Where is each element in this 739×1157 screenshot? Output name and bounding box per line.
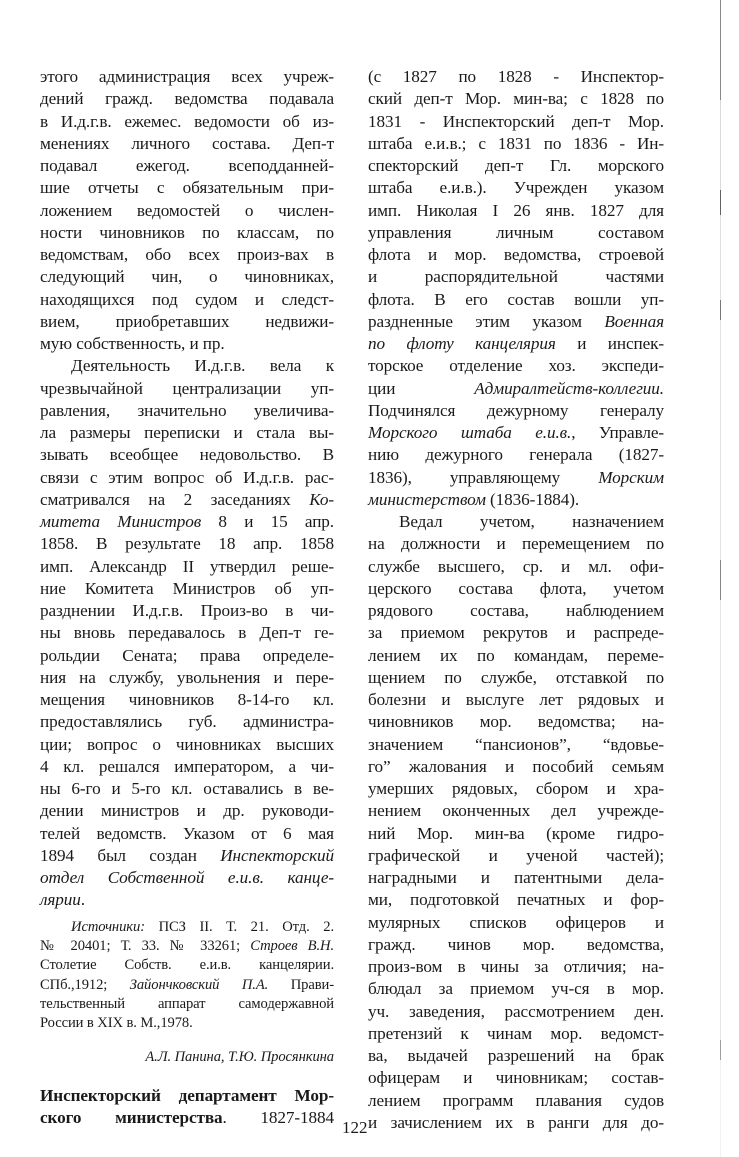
entry-title-line: Инспекторский департамент Мор- bbox=[40, 1086, 334, 1106]
paragraph-1 bbox=[40, 66, 334, 355]
text-line: зывать всеобщее недовольство. В bbox=[40, 445, 334, 465]
text-line: штаба е.и.в.). Учрежден указом bbox=[368, 178, 664, 198]
text-line: го” жалования и пособий семьям bbox=[368, 756, 664, 776]
text-line: отдел Собственной е.и.в. канце- bbox=[40, 868, 334, 887]
text-line: предоставлялись губ. администра- bbox=[40, 712, 334, 732]
text-line: ский деп-т Мор. мин-ва; с 1828 по bbox=[368, 89, 664, 109]
text-line: и распорядительной частями bbox=[368, 267, 664, 287]
text-line: 1894 был создан Инспекторский bbox=[40, 845, 334, 865]
sources-block bbox=[40, 918, 334, 1034]
text-line: раздненные этим указом Военная bbox=[368, 311, 664, 331]
text-line: нию дежурного генерала (1827- bbox=[368, 445, 664, 465]
entry-heading bbox=[40, 1085, 334, 1130]
text-line: дений гражд. ведомства подавала bbox=[40, 89, 334, 109]
sources-label: Источники: bbox=[71, 918, 145, 935]
text-line: ния на службу, увольнения и пере- bbox=[40, 667, 334, 687]
text-line: разднении И.д.г.в. Произ-во в чи- bbox=[40, 601, 334, 620]
text-line: чрезвычайной централизации уп- bbox=[40, 378, 334, 398]
text-line: службе высшего, ср. и мл. офи- bbox=[368, 556, 664, 576]
text-line: 4 кл. решался императором, а чи- bbox=[40, 756, 334, 776]
text-line: в И.д.г.в. ежемес. ведомости об из- bbox=[40, 111, 334, 131]
text-line: равления, значительно увеличива- bbox=[40, 400, 334, 420]
text-line: мую собственность, и пр. bbox=[40, 334, 225, 353]
text-line: № 20401; Т. 33. № 33261; Строев В.Н. bbox=[40, 937, 334, 954]
text-line: управления личным составом bbox=[368, 222, 664, 242]
text-line: флота. В его состав вошли уп- bbox=[368, 289, 664, 309]
text-line: ва, выдачей разрешений на брак bbox=[368, 1046, 664, 1065]
text-line: графической и ученой частей); bbox=[368, 845, 664, 865]
text-line: СПб.,1912; Зайончковский П.А. Прави- bbox=[40, 976, 334, 993]
text-line: умерших рядовых, сбором и хра- bbox=[368, 779, 664, 798]
text-line: щением по службе, отставкой по bbox=[368, 667, 664, 687]
paragraph-2 bbox=[368, 511, 664, 1134]
text-line: телей ведомств. Указом от 6 мая bbox=[40, 823, 334, 843]
text-line: Источники: ПСЗ II. Т. 21. Отд. 2. bbox=[71, 918, 334, 935]
text-line: наградными и патентными дела- bbox=[368, 868, 664, 887]
text-line: Морского штаба е.и.в., Управле- bbox=[368, 423, 664, 442]
text-line: лярии. bbox=[40, 890, 85, 910]
text-line: связи с этим вопрос об И.д.г.в. рас- bbox=[40, 467, 334, 487]
text-line: тельственный аппарат самодержавной bbox=[40, 996, 334, 1013]
text-line: министерством (1836-1884). bbox=[368, 489, 580, 509]
text-line: церского состава флота, учетом bbox=[368, 578, 664, 598]
text-line: ности чиновников по классам, по bbox=[40, 222, 334, 242]
left-column bbox=[40, 66, 334, 1130]
text-line: лением их по командам, переме- bbox=[368, 645, 664, 665]
text-line: вием, приобретавших недвижи- bbox=[40, 311, 334, 331]
text-line: 1858. В результате 18 апр. 1858 bbox=[40, 534, 334, 554]
text-line: ны 6-го и 5-го кл. оставались в ве- bbox=[40, 779, 334, 798]
text-line: митета Министров 8 и 15 апр. bbox=[40, 512, 334, 531]
text-line: чиновников мор. ведомства; на- bbox=[368, 712, 664, 732]
text-line: болезни и выслуге лет рядовых и bbox=[368, 690, 664, 709]
text-line: и зачислением их в ранги для до- bbox=[368, 1112, 664, 1132]
text-line: гражд. чинов мор. ведомства, bbox=[368, 934, 664, 954]
text-line: менениях личного состава. Деп-т bbox=[40, 133, 334, 153]
text-line: рядового состава, наблюдением bbox=[368, 601, 664, 620]
paragraph-1 bbox=[368, 66, 664, 511]
text-line: на должности и перемещением по bbox=[368, 534, 664, 554]
paragraph-2 bbox=[40, 355, 334, 911]
text-line: России в XIX в. М.,1978. bbox=[40, 1015, 193, 1032]
text-line: имп. Александр II утвердил реше- bbox=[40, 556, 334, 576]
text-line: Подчинялся дежурному генералу bbox=[368, 400, 664, 420]
text-line: Столетие Собств. е.и.в. канцелярии. bbox=[40, 957, 334, 974]
text-line: спекторский деп-т Гл. морского bbox=[368, 156, 664, 175]
text-line: (с 1827 по 1828 - Инспектор- bbox=[368, 67, 664, 86]
text-line: ны вновь передавалось в Деп-т ге- bbox=[40, 623, 334, 643]
text-line: сматривался на 2 заседаниях Ко- bbox=[40, 489, 334, 509]
text-line: ложением ведомостей о числен- bbox=[40, 200, 334, 220]
text-line: лением программ плавания судов bbox=[368, 1090, 664, 1110]
text-line: штаба е.и.в.; с 1831 по 1836 - Ин- bbox=[368, 133, 664, 153]
text-line: Деятельность И.д.г.в. вела к bbox=[71, 356, 334, 376]
text-line: ции Адмиралтейств-коллегии. bbox=[368, 378, 664, 398]
right-column bbox=[368, 66, 664, 1134]
text-line: Ведал учетом, назначением bbox=[399, 512, 664, 531]
text-line: 1831 - Инспекторский деп-т Мор. bbox=[368, 111, 664, 131]
text-line: этого администрация всех учреж- bbox=[40, 67, 334, 86]
text-line: мулярных списков офицеров и bbox=[368, 912, 664, 932]
text-line: следующий чин, о чиновниках, bbox=[40, 267, 334, 287]
text-line: произ-вом в чины за отличия; на- bbox=[368, 957, 664, 976]
text-line: значением “пансионов”, “вдовье- bbox=[368, 734, 664, 754]
text-line: уч. заведения, рассмотрением ден. bbox=[368, 1001, 664, 1021]
text-line: ний Мор. мин-ва (кроме гидро- bbox=[368, 823, 664, 843]
text-line: по флоту канцелярия и инспек- bbox=[368, 334, 664, 353]
text-line: торское отделение хоз. экспеди- bbox=[368, 356, 664, 376]
entry-title-line: ского министерства. 1827-1884 bbox=[40, 1108, 334, 1128]
text-line: ми, подготовкой печатных и фор- bbox=[368, 890, 664, 910]
page-number: 122 bbox=[342, 1118, 368, 1137]
text-line: флота и мор. ведомства, строевой bbox=[368, 245, 664, 264]
text-line: претензий к чинам мор. ведомст- bbox=[368, 1023, 664, 1043]
authors-signature bbox=[40, 1048, 334, 1067]
text-line: 1836), управляющему Морским bbox=[368, 467, 664, 487]
text-line: офицерам и чиновникам; состав- bbox=[368, 1068, 664, 1088]
text-line: шие отчеты с обязательным при- bbox=[40, 178, 334, 198]
text-line: блюдал за приемом уч-ся в мор. bbox=[368, 979, 664, 999]
text-line: рольдии Сената; права определе- bbox=[40, 645, 334, 665]
text-line: ла размеры переписки и стала вы- bbox=[40, 423, 334, 442]
text-line: находящихся под судом и следст- bbox=[40, 289, 334, 309]
text-line: имп. Николая I 26 янв. 1827 для bbox=[368, 200, 664, 220]
authors-line: А.Л. Панина, Т.Ю. Просянкина bbox=[145, 1048, 334, 1065]
text-line: нением оконченных дел учрежде- bbox=[368, 801, 664, 821]
text-line: дении министров и др. руководи- bbox=[40, 801, 334, 821]
text-line: подавал ежегод. всеподданней- bbox=[40, 156, 334, 175]
text-line: ние Комитета Министров об уп- bbox=[40, 578, 334, 598]
text-line: ции; вопрос о чиновниках высших bbox=[40, 734, 334, 754]
scan-edge-artifact bbox=[720, 0, 721, 1157]
text-line: ведомствам, обо всех произ-вах в bbox=[40, 245, 334, 264]
text-line: мещения чиновников 8-14-го кл. bbox=[40, 690, 334, 709]
text-line: за приемом рекрутов и распреде- bbox=[368, 623, 664, 643]
